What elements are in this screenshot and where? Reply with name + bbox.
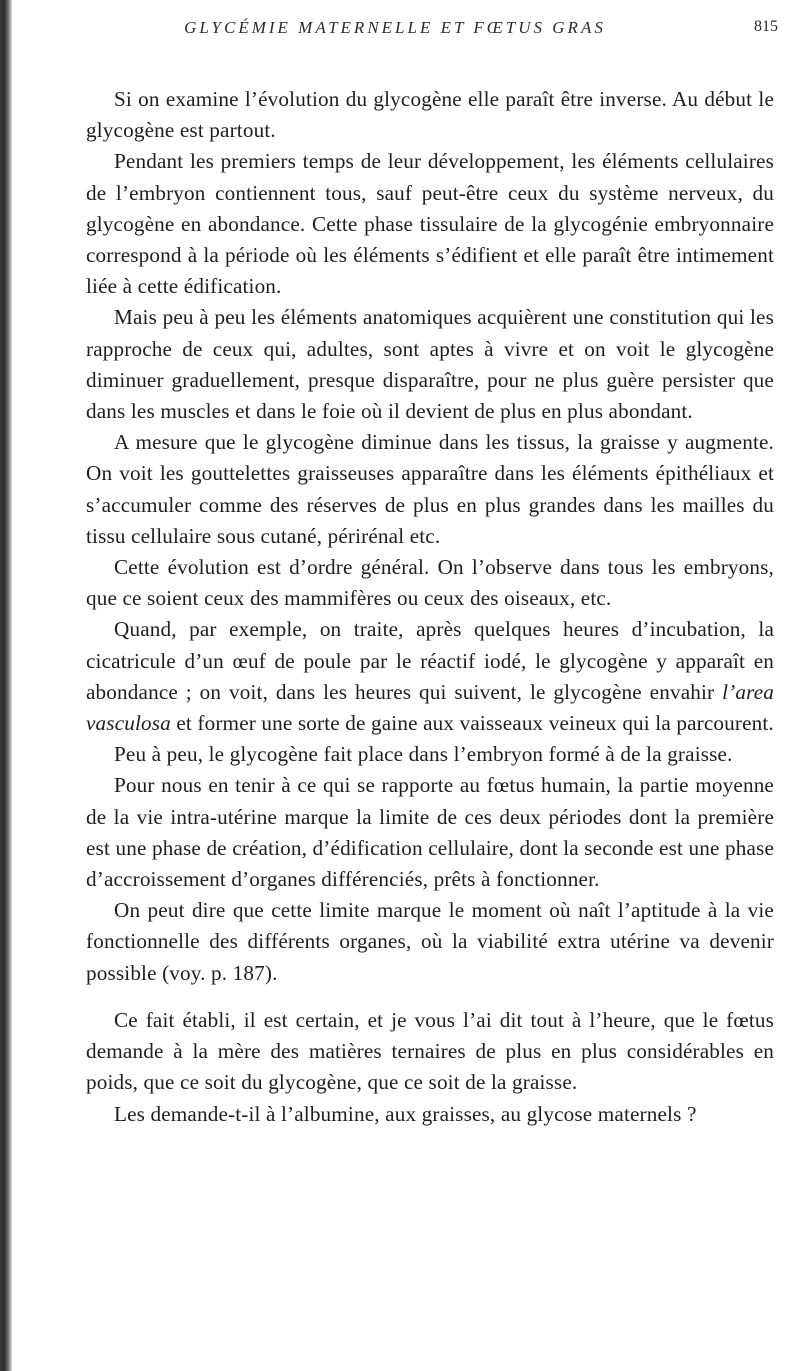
paragraph-1: Si on examine l’évolution du glycogène elle paraît être inverse. Au début le glycogène est partout. bbox=[86, 87, 774, 143]
paragraph-5: Cette évolution est d’ordre général. On l’observe dans tous les embryons, que ce soient ceux des mammifères ou ceux des oiseaux, etc. bbox=[86, 555, 774, 611]
paragraph-6-italic-term: l’area vasculosa bbox=[86, 679, 774, 736]
paragraph-2: Pendant les premiers temps de leur développement, les éléments cellulaires de l’embryon contiennent tous, sauf peut-être ceux du système nerveux, du glycogène en abondance. Cette phase tissulaire de la glycogénie embryonnaire correspond à la période où les éléments s’édifient et elle paraît être intimement liée à cette édification. bbox=[86, 149, 774, 299]
paragraph-10: Ce fait établi, il est certain, et je vous l’ai dit tout à l’heure, que le fœtus demande à la mère des matières ternaires de plus en plus considérables en poids, que ce soit du glycogène, que ce soit de la graisse. bbox=[86, 1007, 774, 1095]
paragraph-9: On peut dire que cette limite marque le moment où naît l’aptitude à la vie fonctionnelle des différents organes, où la viabilité extra utérine va devenir possible (voy. p. 187). bbox=[86, 898, 774, 985]
page-number: 815 bbox=[754, 18, 778, 35]
paragraph-3: Mais peu à peu les éléments anatomiques acquièrent une constitution qui les rapproche de ceux qui, adultes, sont aptes à vivre et on voit le glycogène diminuer graduellement, presque disparaître, pour ne plus guère persister que dans les muscles et dans le foie où il devient de plus en plus abondant. bbox=[86, 305, 774, 424]
paragraph-6-part-2: et former une sorte de gaine aux vaisseaux veineux qui la parcourent. bbox=[170, 711, 774, 736]
running-title: GLYCÉMIE MATERNELLE ET FŒTUS GRAS bbox=[184, 18, 606, 37]
running-head bbox=[0, 18, 800, 48]
paragraph-6-part-1: Quand, par exemple, on traite, après quelques heures d’incubation, la cicatricule d’un œuf de poule par le réactif iodé, le glycogène y apparaît en abondance ; on voit, dans les heures qui suivent, le glycogène envahir bbox=[86, 617, 774, 704]
body-text bbox=[86, 84, 774, 1130]
paragraph-4: A mesure que le glycogène diminue dans les tissus, la graisse y augmente. On voit les gouttelettes graisseuses apparaître dans les éléments épithéliaux et s’accumuler comme des réserves de plus en plus grandes dans les mailles du tissu cellulaire sous cutané, périrénal etc. bbox=[86, 430, 774, 548]
paragraph-7: Peu à peu, le glycogène fait place dans l’embryon formé à de la graisse. bbox=[114, 742, 733, 767]
paragraph-6 bbox=[86, 614, 774, 739]
paragraph-11: Les demande-t-il à l’albumine, aux graisses, au glycose maternels ? bbox=[114, 1101, 697, 1126]
binding-edge bbox=[0, 0, 12, 1371]
paragraph-8: Pour nous en tenir à ce qui se rapporte au fœtus humain, la partie moyenne de la vie intra-utérine marque la limite de ces deux périodes dont la première est une phase de création, d’édification cellulaire, dont la seconde est une phase d’accroissement d’organes différenciés, prêts à fonctionner. bbox=[86, 773, 774, 892]
